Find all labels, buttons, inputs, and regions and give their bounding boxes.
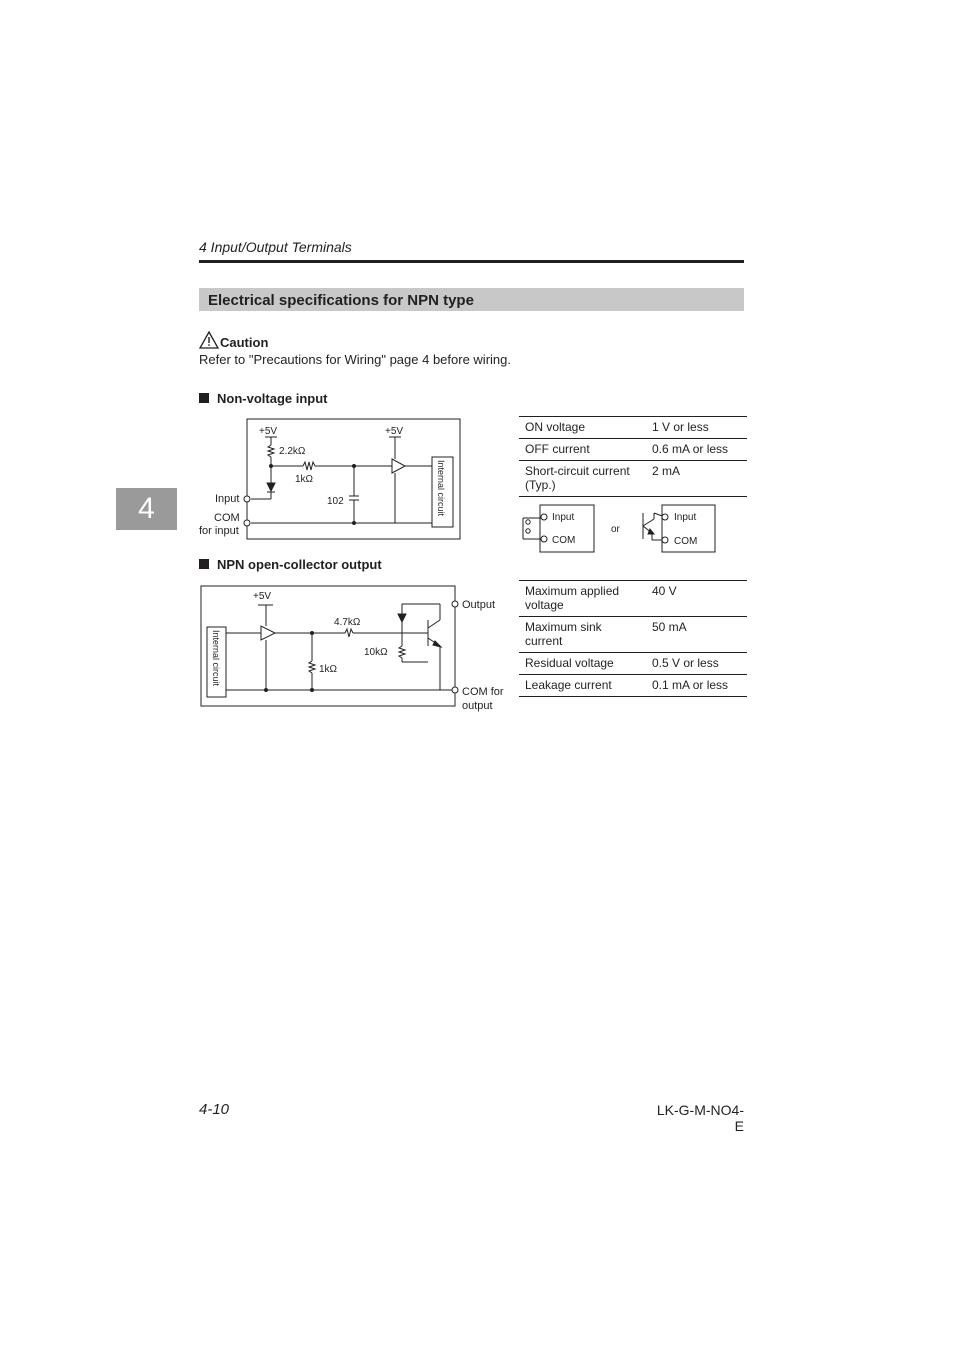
supply-right-label: +5V bbox=[385, 426, 404, 437]
spec-value: 1 V or less bbox=[646, 417, 747, 439]
non-voltage-input-circuit bbox=[195, 415, 465, 545]
input-connection-examples bbox=[519, 503, 719, 555]
spec-value: 0.5 V or less bbox=[646, 653, 747, 675]
supply-left-label: +5V bbox=[259, 426, 278, 437]
input-spec-table bbox=[519, 416, 747, 497]
spec-key: ON voltage bbox=[519, 417, 646, 439]
spec-key: Short-circuit current (Typ.) bbox=[519, 461, 646, 497]
supply-label: +5V bbox=[253, 591, 272, 602]
resistor-10k-label: 10kΩ bbox=[364, 647, 388, 658]
spec-key: Maximum applied voltage bbox=[519, 581, 646, 617]
output-spec-table bbox=[519, 580, 747, 697]
chapter-tab: 4 bbox=[116, 488, 177, 530]
mini-com-label-2: COM bbox=[674, 536, 698, 547]
capacitor-label: 102 bbox=[327, 496, 344, 507]
npn-output-circuit bbox=[199, 584, 511, 716]
page-number: 4-10 bbox=[199, 1101, 230, 1118]
running-header: 4 Input/Output Terminals bbox=[199, 239, 352, 255]
spec-value: 2 mA bbox=[646, 461, 747, 497]
document-code: LK-G-M-NO4-E bbox=[656, 1102, 744, 1134]
spec-key: Maximum sink current bbox=[519, 617, 646, 653]
com-output-sublabel: output bbox=[462, 700, 493, 712]
square-bullet-icon bbox=[199, 559, 209, 569]
mini-input-label: Input bbox=[552, 512, 575, 523]
spec-key: OFF current bbox=[519, 439, 646, 461]
resistor-1k-label: 1kΩ bbox=[295, 474, 314, 485]
spec-value: 0.6 mA or less bbox=[646, 439, 747, 461]
warning-triangle-icon bbox=[199, 331, 219, 349]
caution-text: Refer to "Precautions for Wiring" page 4 before wiring. bbox=[199, 352, 511, 367]
spec-value: 40 V bbox=[646, 581, 747, 617]
heading-text: Non-voltage input bbox=[217, 391, 328, 406]
spec-key: Leakage current bbox=[519, 675, 646, 697]
input-terminal-label: Input bbox=[215, 493, 240, 505]
table-row bbox=[519, 653, 747, 675]
resistor-1k-label: 1kΩ bbox=[319, 664, 338, 675]
spec-value: 50 mA bbox=[646, 617, 747, 653]
table-row bbox=[519, 675, 747, 697]
internal-circuit-label: Internal circuit bbox=[211, 630, 221, 687]
table-row bbox=[519, 417, 747, 439]
output-terminal-label: Output bbox=[462, 599, 496, 611]
section-title: Electrical specifications for NPN type bbox=[208, 292, 474, 309]
spec-key: Residual voltage bbox=[519, 653, 646, 675]
table-row bbox=[519, 439, 747, 461]
non-voltage-input-heading bbox=[199, 391, 328, 406]
com-terminal-sublabel: for input bbox=[199, 525, 239, 537]
spec-value: 0.1 mA or less bbox=[646, 675, 747, 697]
square-bullet-icon bbox=[199, 393, 209, 403]
mini-com-label: COM bbox=[552, 535, 576, 546]
internal-circuit-label: Internal circuit bbox=[436, 460, 446, 517]
resistor-4k7-label: 4.7kΩ bbox=[334, 617, 361, 628]
com-output-label: COM for bbox=[462, 686, 504, 698]
table-row bbox=[519, 581, 747, 617]
caution-label: Caution bbox=[220, 335, 269, 350]
table-row bbox=[519, 461, 747, 497]
table-row bbox=[519, 617, 747, 653]
or-label: or bbox=[611, 524, 620, 535]
heading-text: NPN open-collector output bbox=[217, 557, 382, 572]
npn-output-heading bbox=[199, 557, 382, 572]
header-rule bbox=[199, 260, 744, 263]
resistor-2k2-label: 2.2kΩ bbox=[279, 446, 306, 457]
com-terminal-label: COM bbox=[214, 512, 240, 524]
mini-input-label-2: Input bbox=[674, 512, 697, 523]
